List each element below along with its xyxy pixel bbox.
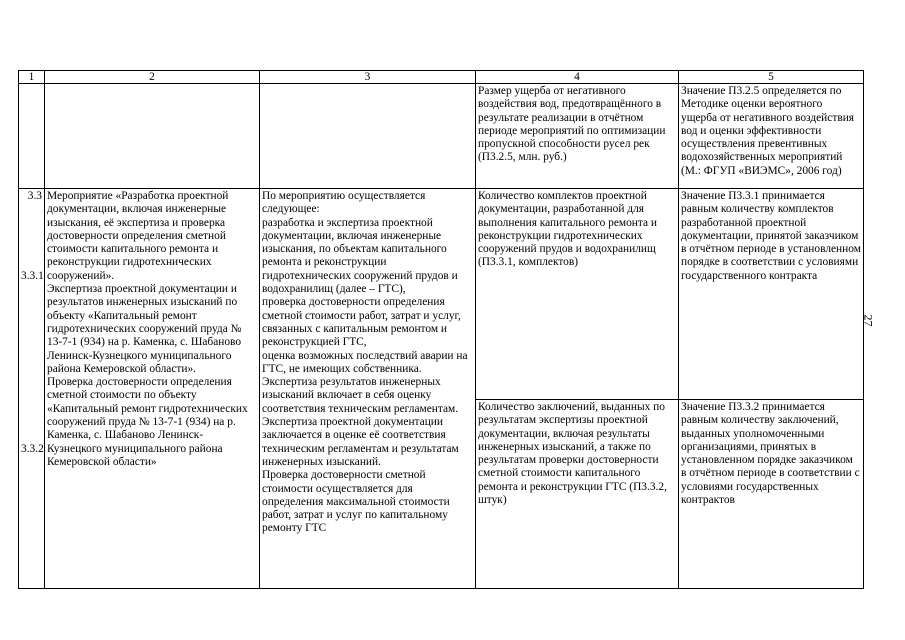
indicator-p3-2-5-name: Размер ущерба от негативного воздействия вод, предотвращённого в результате реализации в отчётном периоде мероприятий по оптимизации пропускной способности русел рек (П3.2.5, млн. руб.) bbox=[476, 84, 679, 189]
measure-content-survey-expertise: Экспертиза результатов инженерных изысканий включает в себя оценку соответствия техническим регламентам. bbox=[262, 376, 459, 415]
measure-3-3-2-text: Проверка достоверности определения сметной стоимости по объекту «Капитальный ремонт гидротехнических сооружений пруда № 13-7-1 (934) на р. Каменка, с. Шабаново Ленинск-Кузнецкого муниципального района Кемеровской области» bbox=[47, 376, 248, 468]
measure-content-accident: оценка возможных последствий аварии на ГТС, не имеющих собственника. bbox=[262, 349, 468, 375]
column-number-1: 1 bbox=[19, 71, 45, 84]
column-number-4: 4 bbox=[476, 71, 679, 84]
measure-description-cell bbox=[45, 189, 260, 589]
measure-content-design: разработка и экспертиза проектной документации, включая инженерные изыскания, по объектам капитального ремонта и реконструкции гидротехнических сооружений прудов и водохранилищ (далее – ГТС), bbox=[262, 216, 458, 296]
measure-number-3-3-2: 3.3.2 bbox=[21, 442, 44, 455]
measure-content-cell bbox=[260, 189, 476, 589]
indicator-p3-2-5-method: Значение П3.2.5 определяется по Методике оценки вероятного ущерба от негативного воздействия вод и оценки эффективности осуществления превентивных водохозяйственных мероприятий (М.: ФГУП «ВИЭМС», 2006 год) bbox=[679, 84, 864, 189]
measure-number-cell bbox=[19, 189, 45, 589]
column-number-3: 3 bbox=[260, 71, 476, 84]
indicator-p3-3-1-method: Значение П3.3.1 принимается равным количеству комплектов разработанной проектной документации, принятой заказчиком в отчётном периоде в установленном порядке в соответствии с условиями государственного контракта bbox=[679, 189, 864, 400]
measure-3-3-text: Мероприятие «Разработка проектной документации, включая инженерные изыскания, её экспертиза и проверка достоверности определения сметной стоимости капитального ремонта и реконструкции гидротехнических сооружений». bbox=[47, 190, 229, 282]
measure-number-3-3-1: 3.3.1 bbox=[21, 269, 44, 282]
indicator-p3-3-2-name: Количество заключений, выданных по результатам экспертизы проектной документации, включая результаты инженерных изысканий, а также по результатам проверки достоверности сметной стоимости капитального ремонта и реконструкции ГТС (П3.3.2, штук) bbox=[476, 400, 679, 589]
indicator-p3-3-1-name: Количество комплектов проектной документации, разработанной для выполнения капитального ремонта и реконструкции гидротехнических сооружений прудов и водохранилищ (П3.3.1, комплектов) bbox=[476, 189, 679, 400]
page-number: 27 bbox=[861, 314, 876, 327]
measure-content-cost-check: Проверка достоверности сметной стоимости осуществляется для определения максимальной стоимости работ, затрат и услуг по капитальному ремонту ГТС bbox=[262, 469, 450, 535]
column-number-row bbox=[19, 71, 864, 84]
indicator-row-p3-2-5 bbox=[19, 84, 864, 189]
column-number-5: 5 bbox=[679, 71, 864, 84]
measure-3-3-1-text: Экспертиза проектной документации и результатов инженерных изысканий по объекту «Капитальный ремонт гидротехнических сооружений пруда № 13-7-1 (934) на р. Каменка, с. Шабаново Ленинск-Кузнецкого муниципального района Кемеровской области». bbox=[47, 283, 242, 375]
measure-content-estimate: проверка достоверности определения сметной стоимости работ, затрат и услуг, связанных с капитальным ремонтом и реконструкцией ГТС, bbox=[262, 296, 461, 349]
column-number-2: 2 bbox=[45, 71, 260, 84]
indicator-p3-3-2-method: Значение П3.3.2 принимается равным количеству заключений, выданных уполномоченными организациями, принятых в установленном порядке заказчиком в отчётном периоде в соответствии с условиями государственных контрактов bbox=[679, 400, 864, 589]
measures-table bbox=[18, 70, 864, 589]
measure-row-3-3 bbox=[19, 189, 864, 400]
measure-number-3-3: 3.3 bbox=[27, 190, 42, 202]
measure-content-design-expertise: Экспертиза проектной документации заключается в оценке её соответствия техническим регламентам и результатам инженерных изысканий. bbox=[262, 416, 459, 468]
measure-content-intro: По мероприятию осуществляется следующее: bbox=[262, 190, 426, 216]
